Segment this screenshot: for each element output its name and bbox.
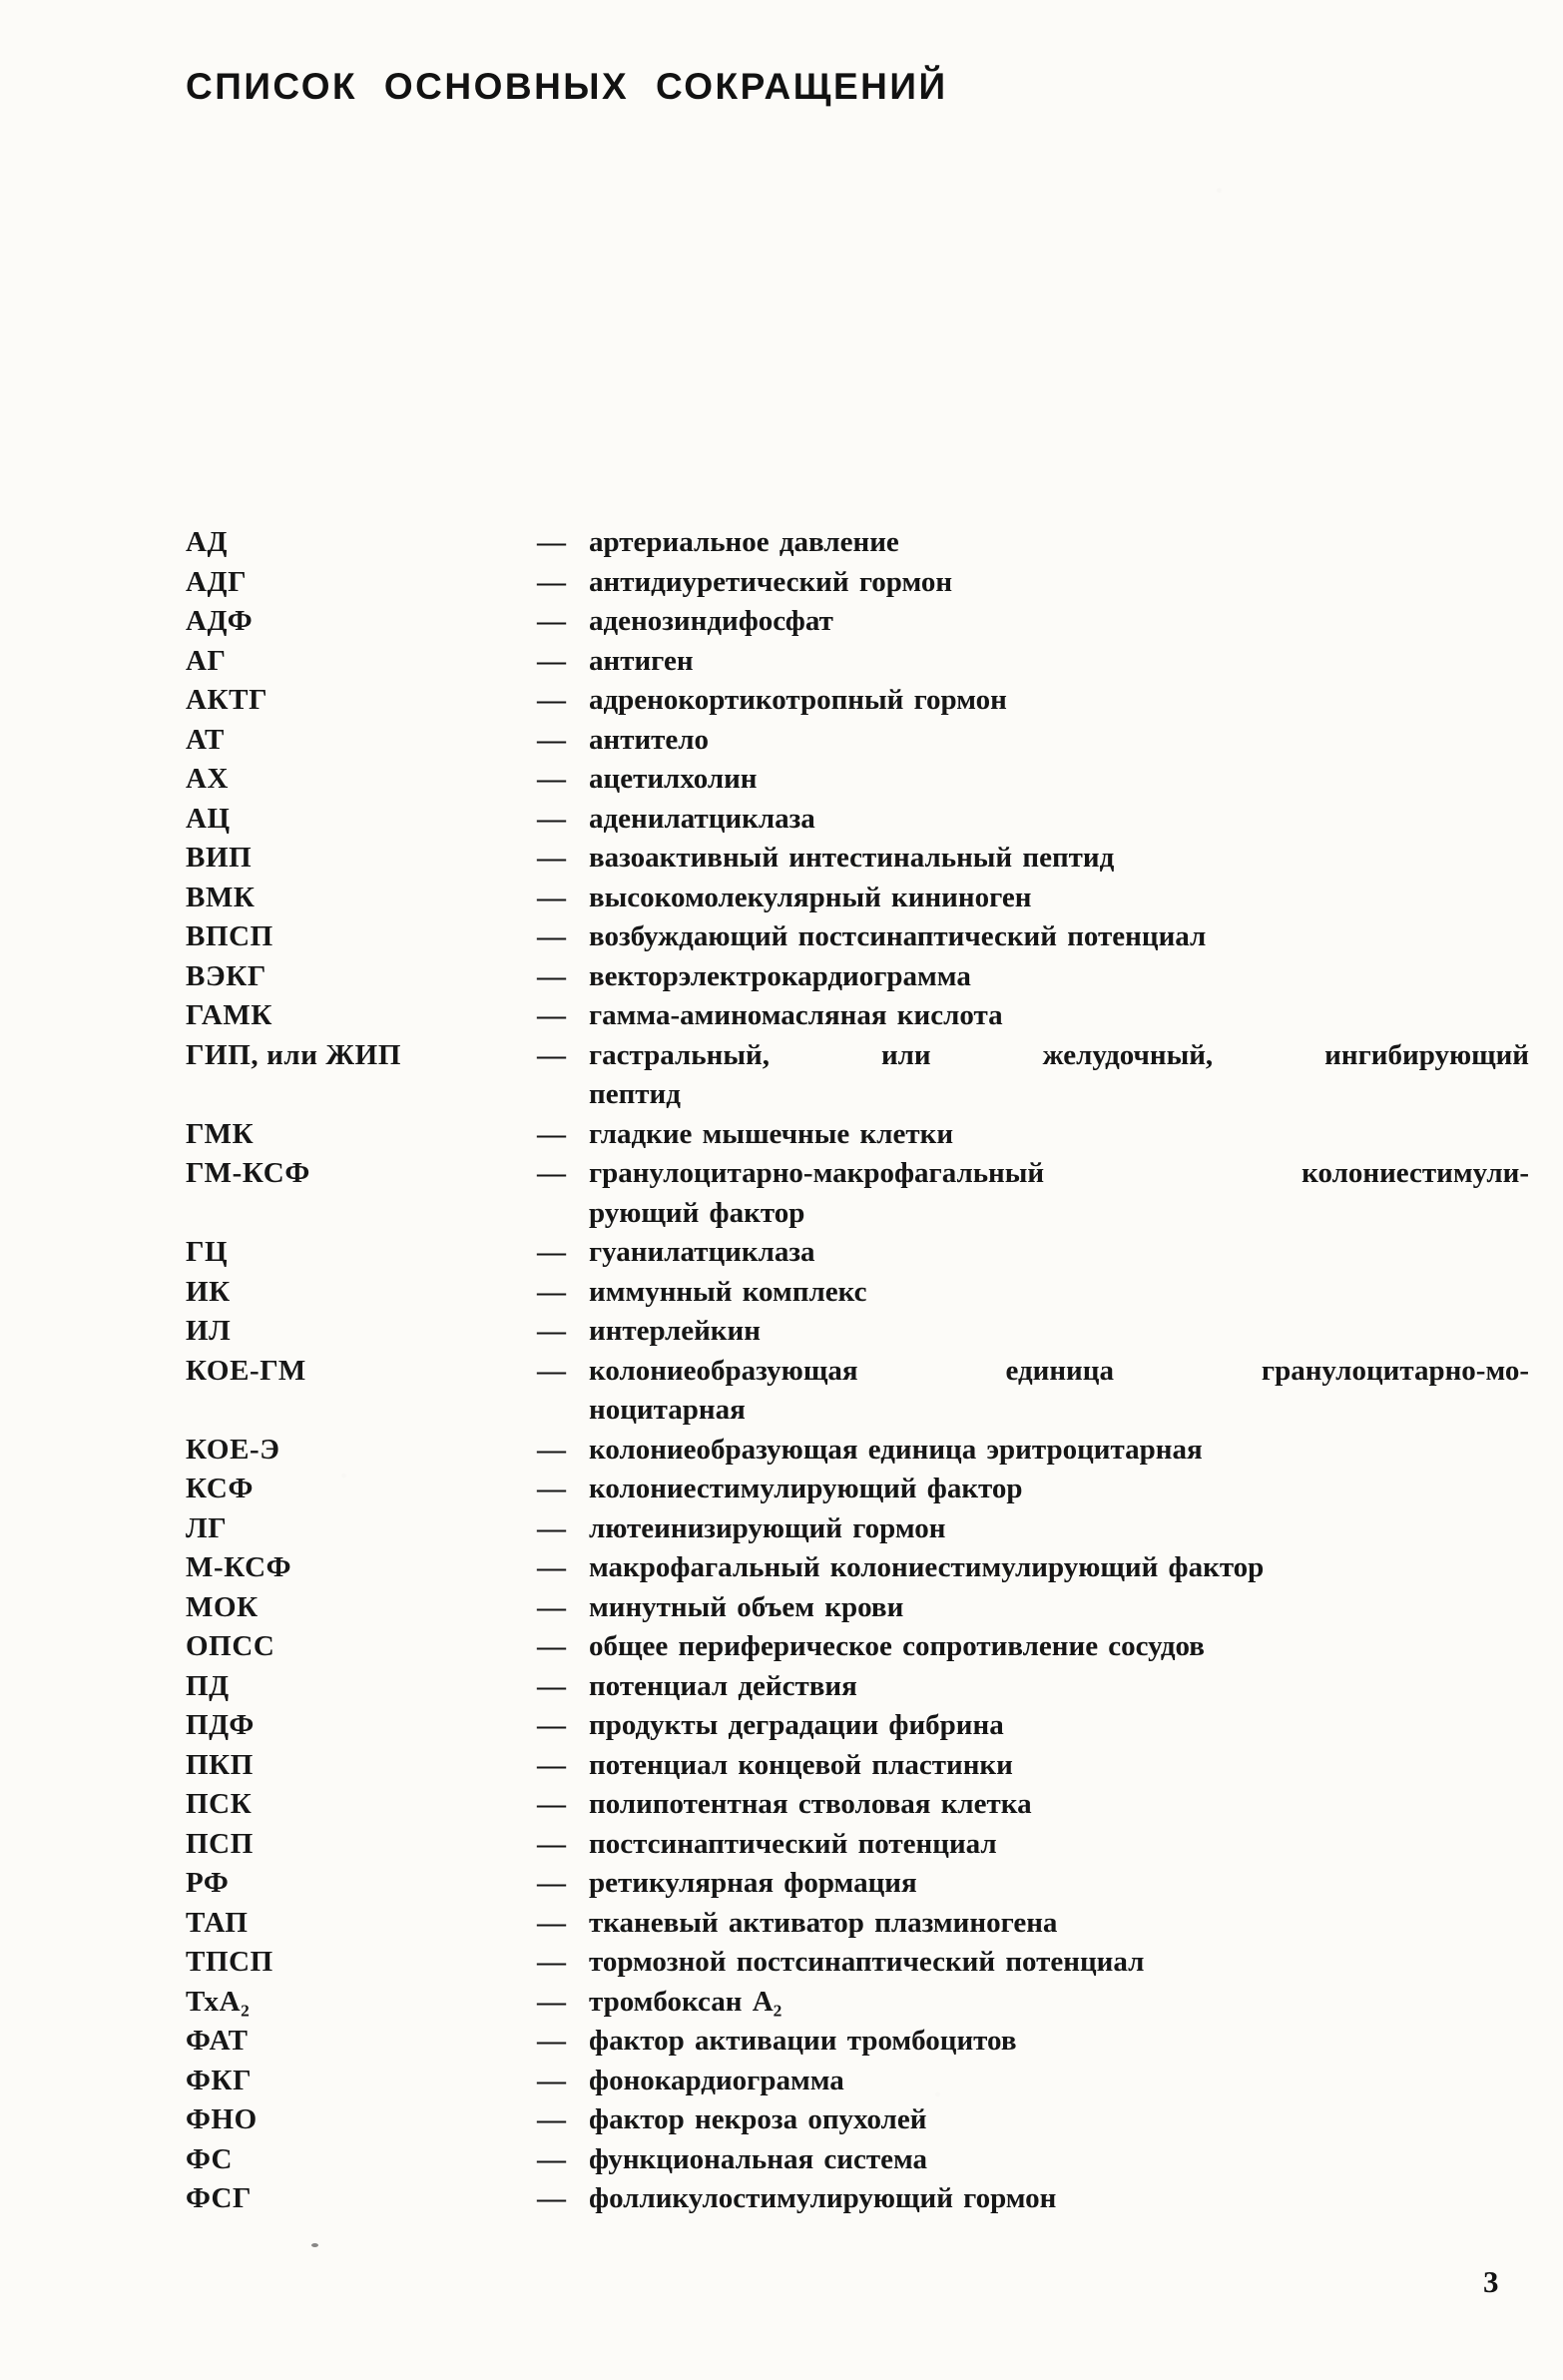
- abbreviation-definition: [589, 1509, 1529, 1549]
- definition-line: фолликулостимулирующий гормон: [589, 2182, 1057, 2214]
- dash-separator: —: [537, 1473, 566, 1504]
- abbreviation-definition: [589, 1904, 1529, 1944]
- definition-line: артериальное давление: [589, 526, 899, 558]
- abbreviation-row: [186, 2022, 1529, 2062]
- abbreviation-term: КОЕ-ГМ: [186, 1354, 306, 1387]
- definition-line: макрофагальный колониестимулирующий фактор: [589, 1551, 1265, 1583]
- page-title: СПИСОК ОСНОВНЫХ СОКРАЩЕНИЙ: [186, 66, 948, 107]
- abbreviation-definition: [589, 642, 1529, 682]
- definition-line: ноцитарная: [589, 1394, 746, 1426]
- abbreviation-row: [186, 1509, 1529, 1549]
- abbreviation-row: [186, 1548, 1529, 1588]
- abbreviation-row: [186, 996, 1529, 1036]
- definition-line: возбуждающий постсинаптический потенциал: [589, 920, 1207, 952]
- abbreviation-row: [186, 1825, 1529, 1865]
- abbreviation-row: [186, 800, 1529, 840]
- dash-separator: —: [537, 1354, 566, 1387]
- abbreviation-term: М-КСФ: [186, 1551, 292, 1583]
- abbreviation-term: ИЛ: [186, 1315, 232, 1347]
- definition-line: антиген: [589, 644, 694, 677]
- abbreviation-term: АДГ: [186, 565, 248, 598]
- abbreviation-row: [186, 1667, 1529, 1707]
- abbreviation-row: [186, 1864, 1529, 1904]
- abbreviation-definition: [589, 1548, 1529, 1588]
- abbreviation-row: [186, 879, 1529, 918]
- dash-separator: —: [537, 842, 566, 874]
- abbreviation-definition: [589, 1983, 1529, 2023]
- abbreviation-definition: [589, 1943, 1529, 1983]
- abbreviation-term: ГЦ: [186, 1236, 229, 1268]
- definition-line: потенциал концевой пластинки: [589, 1748, 1013, 1781]
- dash-separator: —: [537, 1275, 566, 1308]
- abbreviation-definition: [589, 1864, 1529, 1904]
- dash-separator: —: [537, 1946, 566, 1978]
- dash-separator: —: [537, 999, 566, 1031]
- definition-line: тормозной постсинаптический потенциал: [589, 1946, 1145, 1978]
- abbreviation-row: [186, 917, 1529, 957]
- abbreviation-row: [186, 642, 1529, 682]
- definition-line: фактор некроза опухолей: [589, 2103, 927, 2135]
- abbreviation-term: ТАП: [186, 1906, 249, 1939]
- abbreviation-definition: [589, 523, 1529, 563]
- abbreviation-definition: [589, 760, 1529, 800]
- abbreviation-row: [186, 1154, 1529, 1233]
- abbreviation-definition: [589, 1706, 1529, 1746]
- definition-line: функциональная система: [589, 2142, 928, 2175]
- abbreviation-row: [186, 1588, 1529, 1628]
- dash-separator: —: [537, 684, 566, 716]
- abbreviation-row: [186, 1785, 1529, 1825]
- dash-separator: —: [537, 2064, 566, 2096]
- abbreviation-row: [186, 1431, 1529, 1471]
- abbreviation-row: [186, 760, 1529, 800]
- definition-line: адренокортикотропный гормон: [589, 684, 1007, 716]
- definition-line: фактор активации тромбоцитов: [589, 2025, 1017, 2057]
- abbreviation-row: [186, 1746, 1529, 1786]
- abbreviation-term: АКТГ: [186, 684, 268, 716]
- abbreviation-term: КОЕ-Э: [186, 1433, 280, 1466]
- abbreviation-definition: [589, 1785, 1529, 1825]
- dash-separator: —: [537, 1748, 566, 1781]
- abbreviation-definition: [589, 996, 1529, 1036]
- abbreviation-definition: [589, 917, 1529, 957]
- definition-line: гамма-аминомасляная кислота: [589, 999, 1003, 1031]
- abbreviation-definition: [589, 1312, 1529, 1352]
- abbreviation-term: АД: [186, 526, 229, 558]
- abbreviation-row: [186, 1904, 1529, 1944]
- definition-line: ацетилхолин: [589, 763, 758, 795]
- abbreviation-definition: [589, 1588, 1529, 1628]
- definition-line: постсинаптический потенциал: [589, 1827, 997, 1860]
- definition-line: тканевый активатор плазминогена: [589, 1906, 1058, 1939]
- definition-line: гуанилатциклаза: [589, 1236, 815, 1268]
- definition-line: рующий фактор: [589, 1196, 805, 1229]
- abbreviation-definition: [589, 1154, 1529, 1233]
- abbreviation-term: ГМК: [186, 1117, 255, 1150]
- dash-separator: —: [537, 802, 566, 835]
- abbreviation-row: [186, 2062, 1529, 2101]
- dash-separator: —: [537, 1867, 566, 1899]
- abbreviation-definition: [589, 1627, 1529, 1667]
- abbreviation-term: ФСГ: [186, 2182, 253, 2214]
- definition-line: высокомолекулярный кининоген: [589, 881, 1032, 913]
- definition-line: минутный объем крови: [589, 1590, 904, 1623]
- abbreviation-definition: [589, 879, 1529, 918]
- abbreviation-term: АХ: [186, 763, 230, 795]
- abbreviation-definition: [589, 1667, 1529, 1707]
- abbreviation-term: ПДФ: [186, 1709, 255, 1741]
- dash-separator: —: [537, 1985, 566, 2018]
- dash-separator: —: [537, 2103, 566, 2135]
- abbreviation-row: [186, 602, 1529, 642]
- abbreviation-term: ВМК: [186, 881, 256, 913]
- definition-line: полипотентная стволовая клетка: [589, 1788, 1032, 1820]
- abbreviation-definition: [589, 1036, 1529, 1115]
- definition-line: колониеобразующая единица гранулоцитарно-мо-: [589, 1354, 1529, 1387]
- dash-separator: —: [537, 1788, 566, 1820]
- abbreviation-row: [186, 839, 1529, 879]
- abbreviation-definition: [589, 602, 1529, 642]
- abbreviation-definition: [589, 839, 1529, 879]
- definition-line: ретикулярная формация: [589, 1867, 917, 1899]
- definition-line: общее периферическое сопротивление сосудов: [589, 1630, 1205, 1662]
- dash-separator: —: [537, 526, 566, 558]
- abbreviation-row: [186, 523, 1529, 563]
- abbreviation-definition: [589, 1470, 1529, 1509]
- abbreviation-row: [186, 681, 1529, 721]
- abbreviation-term: АЦ: [186, 802, 231, 835]
- abbreviation-term: МОК: [186, 1590, 259, 1623]
- abbreviation-definition: [589, 2140, 1529, 2180]
- dash-separator: —: [537, 1630, 566, 1662]
- abbreviation-term: ФНО: [186, 2103, 258, 2135]
- dash-separator: —: [537, 1511, 566, 1544]
- dash-separator: —: [537, 959, 566, 992]
- dash-separator: —: [537, 2025, 566, 2057]
- dash-separator: —: [537, 1433, 566, 1466]
- definition-line: гладкие мышечные клетки: [589, 1117, 954, 1150]
- dash-separator: —: [537, 1038, 566, 1071]
- definition-line: гастральный, или желудочный, ингибирующий: [589, 1038, 1529, 1071]
- definition-line: колониестимулирующий фактор: [589, 1473, 1023, 1504]
- dash-separator: —: [537, 1906, 566, 1939]
- definition-line: потенциал действия: [589, 1669, 857, 1702]
- abbreviation-definition: [589, 1352, 1529, 1431]
- abbreviation-term: ВПСП: [186, 920, 273, 952]
- abbreviation-definition: [589, 2100, 1529, 2140]
- abbreviation-term: ОПСС: [186, 1630, 275, 1662]
- definition-line: интерлейкин: [589, 1315, 761, 1347]
- abbreviation-row: [186, 957, 1529, 997]
- abbreviation-row: [186, 1470, 1529, 1509]
- dash-separator: —: [537, 2182, 566, 2214]
- abbreviation-definition: [589, 2022, 1529, 2062]
- abbreviation-definition: [589, 721, 1529, 761]
- abbreviation-list: [186, 523, 1529, 2219]
- abbreviation-definition: [589, 681, 1529, 721]
- definition-line: вазоактивный интестинальный пептид: [589, 842, 1115, 874]
- definition-line: иммунный комплекс: [589, 1275, 867, 1308]
- definition-line: пептид: [589, 1078, 681, 1110]
- abbreviation-term: ВЭКГ: [186, 959, 266, 992]
- abbreviation-term: ПКП: [186, 1748, 254, 1781]
- abbreviation-definition: [589, 1115, 1529, 1155]
- dash-separator: —: [537, 1315, 566, 1347]
- abbreviation-row: [186, 1352, 1529, 1431]
- abbreviation-row: [186, 2100, 1529, 2140]
- abbreviation-term: ГМ-КСФ: [186, 1157, 310, 1189]
- abbreviation-term: КСФ: [186, 1473, 254, 1504]
- abbreviation-row: [186, 721, 1529, 761]
- abbreviation-term: ФС: [186, 2142, 234, 2175]
- abbreviation-row: [186, 1627, 1529, 1667]
- dash-separator: —: [537, 1827, 566, 1860]
- abbreviation-definition: [589, 2062, 1529, 2101]
- abbreviation-definition: [589, 1431, 1529, 1471]
- abbreviation-row: [186, 1115, 1529, 1155]
- dash-separator: —: [537, 881, 566, 913]
- definition-line: антитело: [589, 723, 710, 756]
- abbreviation-term: ВИП: [186, 842, 253, 874]
- scan-artifact-dot: [311, 2243, 318, 2247]
- abbreviation-row: [186, 1943, 1529, 1983]
- abbreviation-term: АТ: [186, 723, 225, 756]
- abbreviation-term: ФКГ: [186, 2064, 253, 2096]
- dash-separator: —: [537, 2142, 566, 2175]
- abbreviation-row: [186, 1983, 1529, 2023]
- abbreviation-term: ФАТ: [186, 2025, 249, 2057]
- abbreviation-row: [186, 1233, 1529, 1273]
- abbreviation-row: [186, 1312, 1529, 1352]
- dash-separator: —: [537, 605, 566, 637]
- abbreviation-row: [186, 563, 1529, 603]
- abbreviation-term: АДФ: [186, 605, 254, 637]
- abbreviation-row: [186, 2140, 1529, 2180]
- abbreviation-row: [186, 1036, 1529, 1115]
- abbreviation-term: АГ: [186, 644, 227, 677]
- abbreviation-term: РФ: [186, 1867, 230, 1899]
- abbreviation-term: ПСП: [186, 1827, 254, 1860]
- abbreviation-definition: [589, 1825, 1529, 1865]
- dash-separator: —: [537, 1117, 566, 1150]
- abbreviation-row: [186, 1273, 1529, 1313]
- page-number: 3: [1483, 2264, 1499, 2299]
- dash-separator: —: [537, 1590, 566, 1623]
- dash-separator: —: [537, 565, 566, 598]
- dash-separator: —: [537, 1669, 566, 1702]
- abbreviation-definition: [589, 2179, 1529, 2219]
- dash-separator: —: [537, 723, 566, 756]
- definition-line: фонокардиограмма: [589, 2064, 844, 2096]
- dash-separator: —: [537, 1157, 566, 1189]
- abbreviation-definition: [589, 957, 1529, 997]
- abbreviation-term: ГАМК: [186, 999, 273, 1031]
- abbreviation-term: ПСК: [186, 1788, 253, 1820]
- abbreviation-definition: [589, 1233, 1529, 1273]
- dash-separator: —: [537, 1236, 566, 1268]
- dash-separator: —: [537, 1709, 566, 1741]
- abbreviation-term: ТПСП: [186, 1946, 273, 1978]
- definition-line: колониеобразующая единица эритроцитарная: [589, 1433, 1203, 1466]
- definition-line: векторэлектрокардиограмма: [589, 959, 971, 992]
- dash-separator: —: [537, 920, 566, 952]
- abbreviation-term: ГИП, или ЖИП: [186, 1038, 401, 1071]
- dash-separator: —: [537, 1551, 566, 1583]
- abbreviation-term: ПД: [186, 1669, 230, 1702]
- abbreviation-definition: [589, 563, 1529, 603]
- abbreviation-definition: [589, 1273, 1529, 1313]
- dash-separator: —: [537, 644, 566, 677]
- dash-separator: —: [537, 763, 566, 795]
- definition-line: тромбоксан А₂: [589, 1985, 782, 2018]
- abbreviation-term: ИК: [186, 1275, 231, 1308]
- abbreviation-term: ТхА₂: [186, 1985, 251, 2018]
- definition-line: аденилатциклаза: [589, 802, 815, 835]
- definition-line: гранулоцитарно-макрофагальный колониестимули-: [589, 1157, 1529, 1189]
- abbreviation-definition: [589, 1746, 1529, 1786]
- definition-line: продукты деградации фибрина: [589, 1709, 1004, 1741]
- definition-line: антидиуретический гормон: [589, 565, 953, 598]
- abbreviation-row: [186, 2179, 1529, 2219]
- definition-line: аденозиндифосфат: [589, 605, 833, 637]
- abbreviation-definition: [589, 800, 1529, 840]
- abbreviation-row: [186, 1706, 1529, 1746]
- abbreviation-term: ЛГ: [186, 1511, 228, 1544]
- definition-line: лютеинизирующий гормон: [589, 1511, 946, 1544]
